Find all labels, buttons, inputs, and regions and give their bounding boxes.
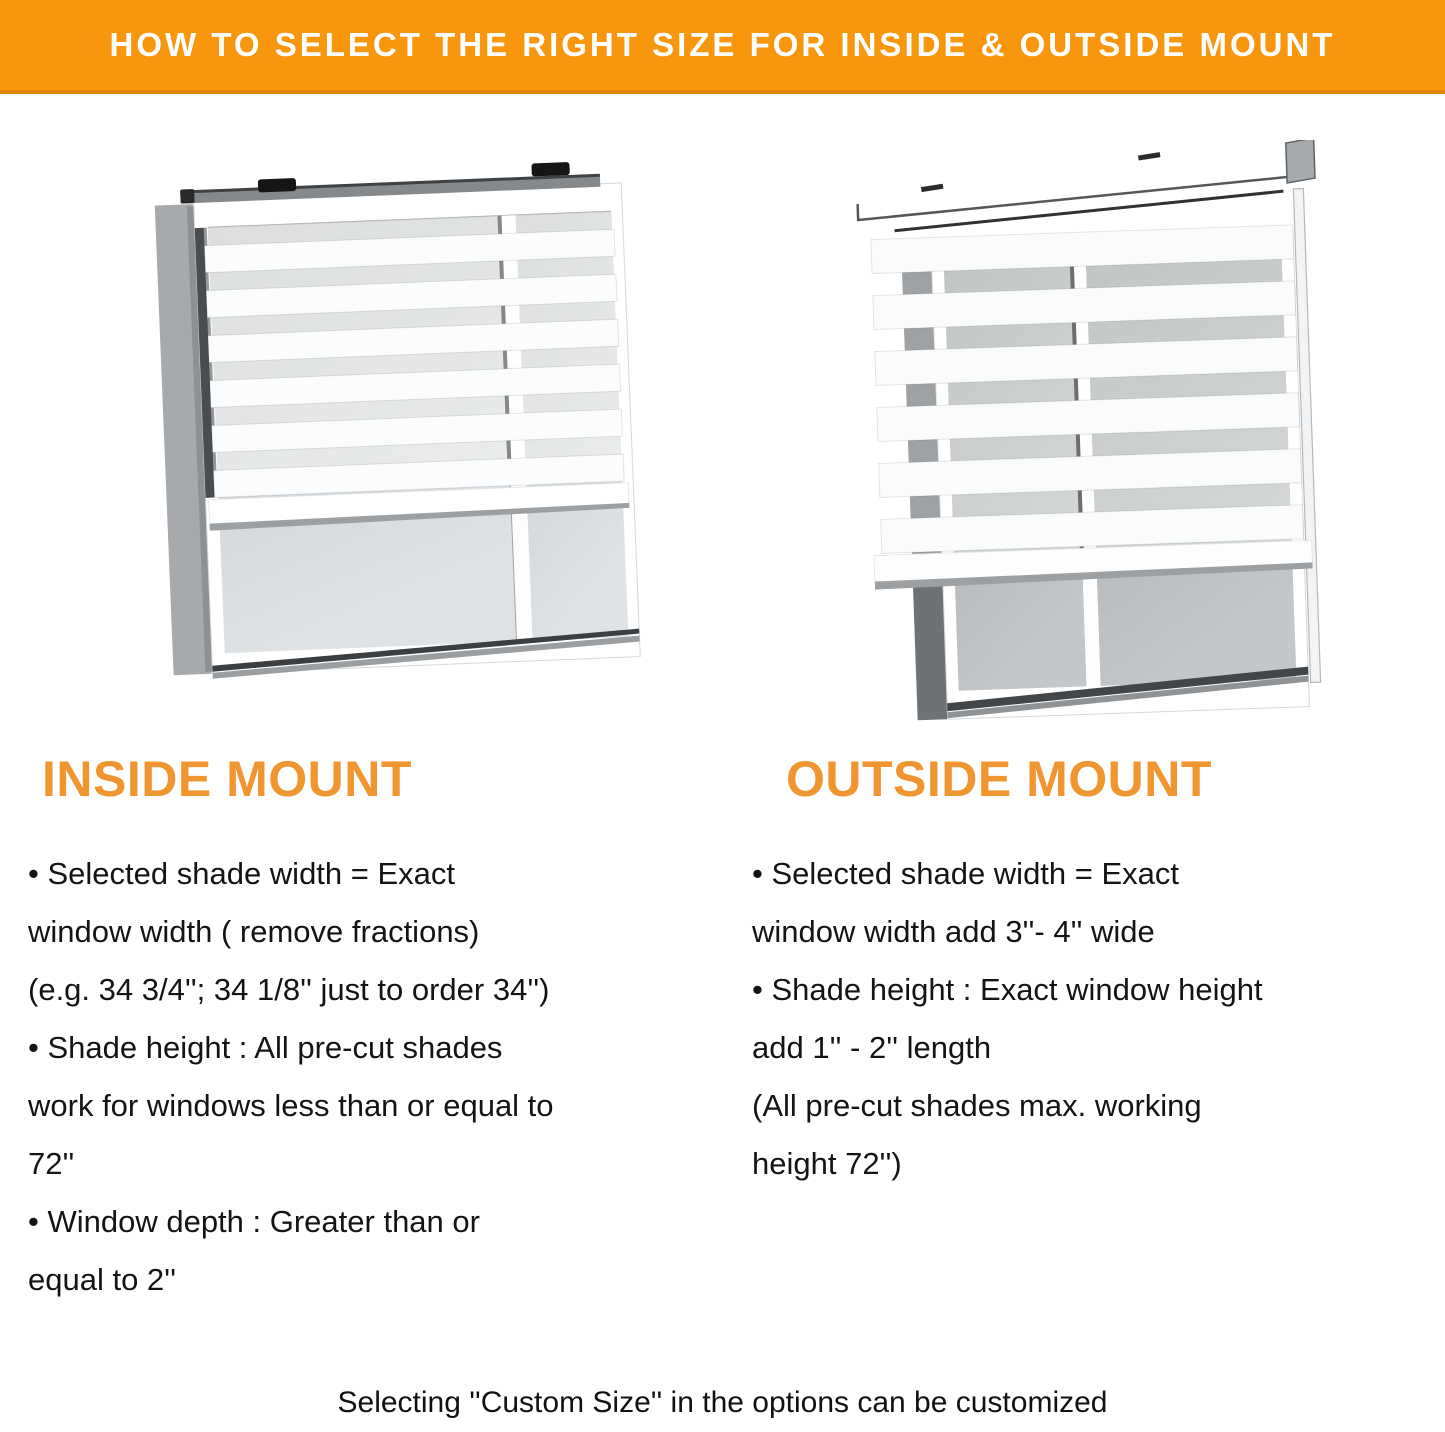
wall-corner-block: [1286, 140, 1316, 183]
spec-line: • Selected shade width = Exact: [752, 856, 1180, 891]
spec-line: work for windows less than or equal to: [28, 1088, 554, 1123]
outside-mount-figure: [852, 140, 1332, 740]
inside-mount-heading: INSIDE MOUNT: [42, 751, 412, 807]
custom-size-note: Selecting ''Custom Size'' in the options can be customized: [337, 1386, 1108, 1419]
spec-line: • Window depth : Greater than or: [28, 1204, 480, 1239]
spec-line: (e.g. 34 3/4''; 34 1/8'' just to order 34''): [28, 972, 550, 1007]
spec-line: 72'': [28, 1146, 75, 1181]
spec-line: • Shade height : Exact window height: [752, 972, 1263, 1007]
screw-mark: [1138, 152, 1161, 160]
outside-mount-specs: [752, 845, 1442, 1193]
mount-bracket: [531, 162, 569, 177]
outside-mount-window-illustration: [852, 140, 1332, 740]
spec-line: equal to 2'': [28, 1262, 177, 1297]
spec-line: add 1'' - 2'' length: [752, 1030, 992, 1065]
spec-line: height 72''): [752, 1146, 902, 1181]
spec-line: • Selected shade width = Exact: [28, 856, 456, 891]
inside-mount-specs: [28, 845, 738, 1309]
outside-mount-heading: OUTSIDE MOUNT: [786, 751, 1212, 807]
inside-mount-figure: [150, 146, 650, 716]
spec-line: (All pre-cut shades max. working: [752, 1088, 1202, 1123]
title-banner: [0, 0, 1445, 94]
spec-line: window width add 3''- 4'' wide: [752, 914, 1155, 949]
inside-mount-window-illustration: [150, 146, 650, 716]
mount-bracket: [258, 178, 296, 193]
screw-mark: [921, 184, 944, 192]
spec-line: • Shade height : All pre-cut shades: [28, 1030, 503, 1065]
spec-line: window width ( remove fractions): [28, 914, 480, 949]
page-title: HOW TO SELECT THE RIGHT SIZE FOR INSIDE & OUTSIDE MOUNT: [109, 26, 1336, 63]
